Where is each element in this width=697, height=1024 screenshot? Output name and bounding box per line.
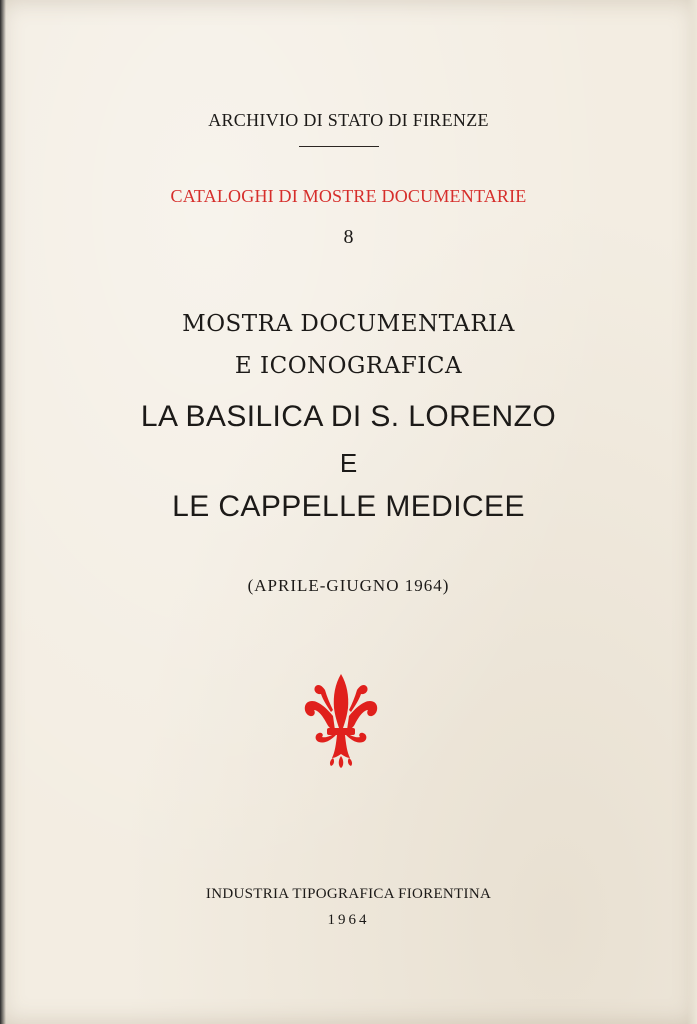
series-number: 8 — [343, 226, 354, 248]
divider-rule — [299, 146, 379, 147]
subtitle-line-2: E ICONOGRAFICA — [234, 353, 463, 379]
exhibition-dates: (APRILE-GIUGNO 1964) — [247, 576, 450, 595]
series-title: CATALOGHI DI MOSTRE DOCUMENTARIE — [170, 186, 527, 206]
archive-name: ARCHIVIO DI STATO DI FIRENZE — [208, 110, 489, 130]
title-line-2: LE CAPPELLE MEDICEE — [172, 490, 525, 523]
printer-name: INDUSTRIA TIPOGRAFICA FIORENTINA — [205, 886, 492, 902]
subtitle-line-1: MOSTRA DOCUMENTARIA — [182, 311, 515, 337]
publication-year: 1964 — [327, 912, 370, 928]
title-line-1: LA BASILICA DI S. LORENZO — [140, 400, 557, 433]
title-conjunction: E — [339, 448, 358, 478]
florentine-lily-icon — [303, 672, 379, 770]
